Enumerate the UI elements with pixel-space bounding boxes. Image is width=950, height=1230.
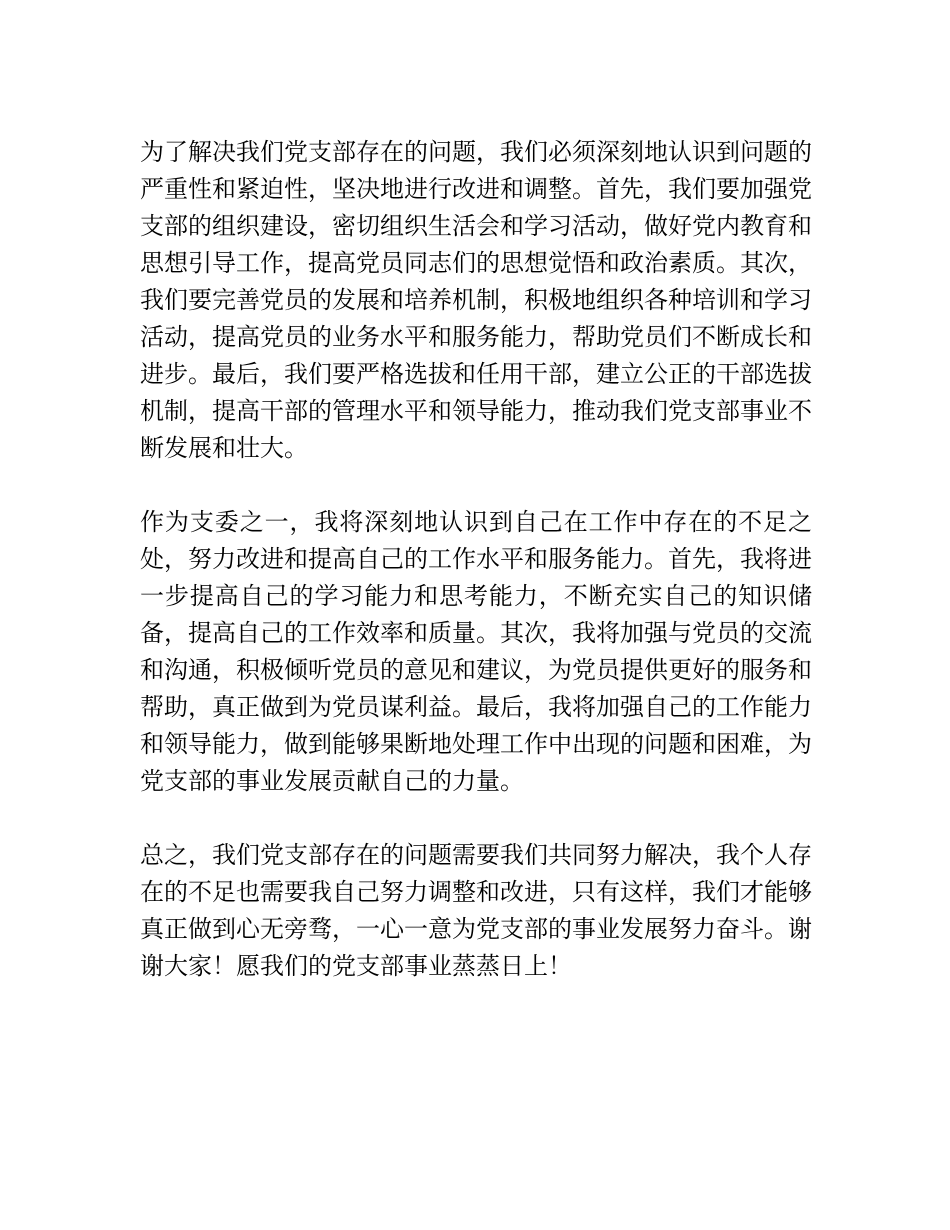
paragraph-3: 总之，我们党支部存在的问题需要我们共同努力解决，我个人存在的不足也需要我自己努力调整和改进，只有这样，我们才能够真正做到心无旁骛，一心一意为党支部的事业发展努力奋斗。谢谢大家！愿我们的党支部事业蒸蒸日上！ bbox=[140, 841, 812, 980]
document-body bbox=[140, 134, 812, 1022]
paragraph-1: 为了解决我们党支部存在的问题，我们必须深刻地认识到问题的严重性和紧迫性，坚决地进行改进和调整。首先，我们要加强党支部的组织建设，密切组织生活会和学习活动，做好党内教育和思想引导工作，提高党员同志们的思想觉悟和政治素质。其次，我们要完善党员的发展和培养机制，积极地组织各种培训和学习活动，提高党员的业务水平和服务能力，帮助党员们不断成长和进步。最后，我们要严格选拔和任用干部，建立公正的干部选拔机制，提高干部的管理水平和领导能力，推动我们党支部事业不断发展和壮大。 bbox=[140, 138, 812, 462]
paragraph-2: 作为支委之一，我将深刻地认识到自己在工作中存在的不足之处，努力改进和提高自己的工作水平和服务能力。首先，我将进一步提高自己的学习能力和思考能力，不断充实自己的知识储备，提高自己的工作效率和质量。其次，我将加强与党员的交流和沟通，积极倾听党员的意见和建议，为党员提供更好的服务和帮助，真正做到为党员谋利益。最后，我将加强自己的工作能力和领导能力，做到能够果断地处理工作中出现的问题和困难，为党支部的事业发展贡献自己的力量。 bbox=[140, 508, 812, 795]
